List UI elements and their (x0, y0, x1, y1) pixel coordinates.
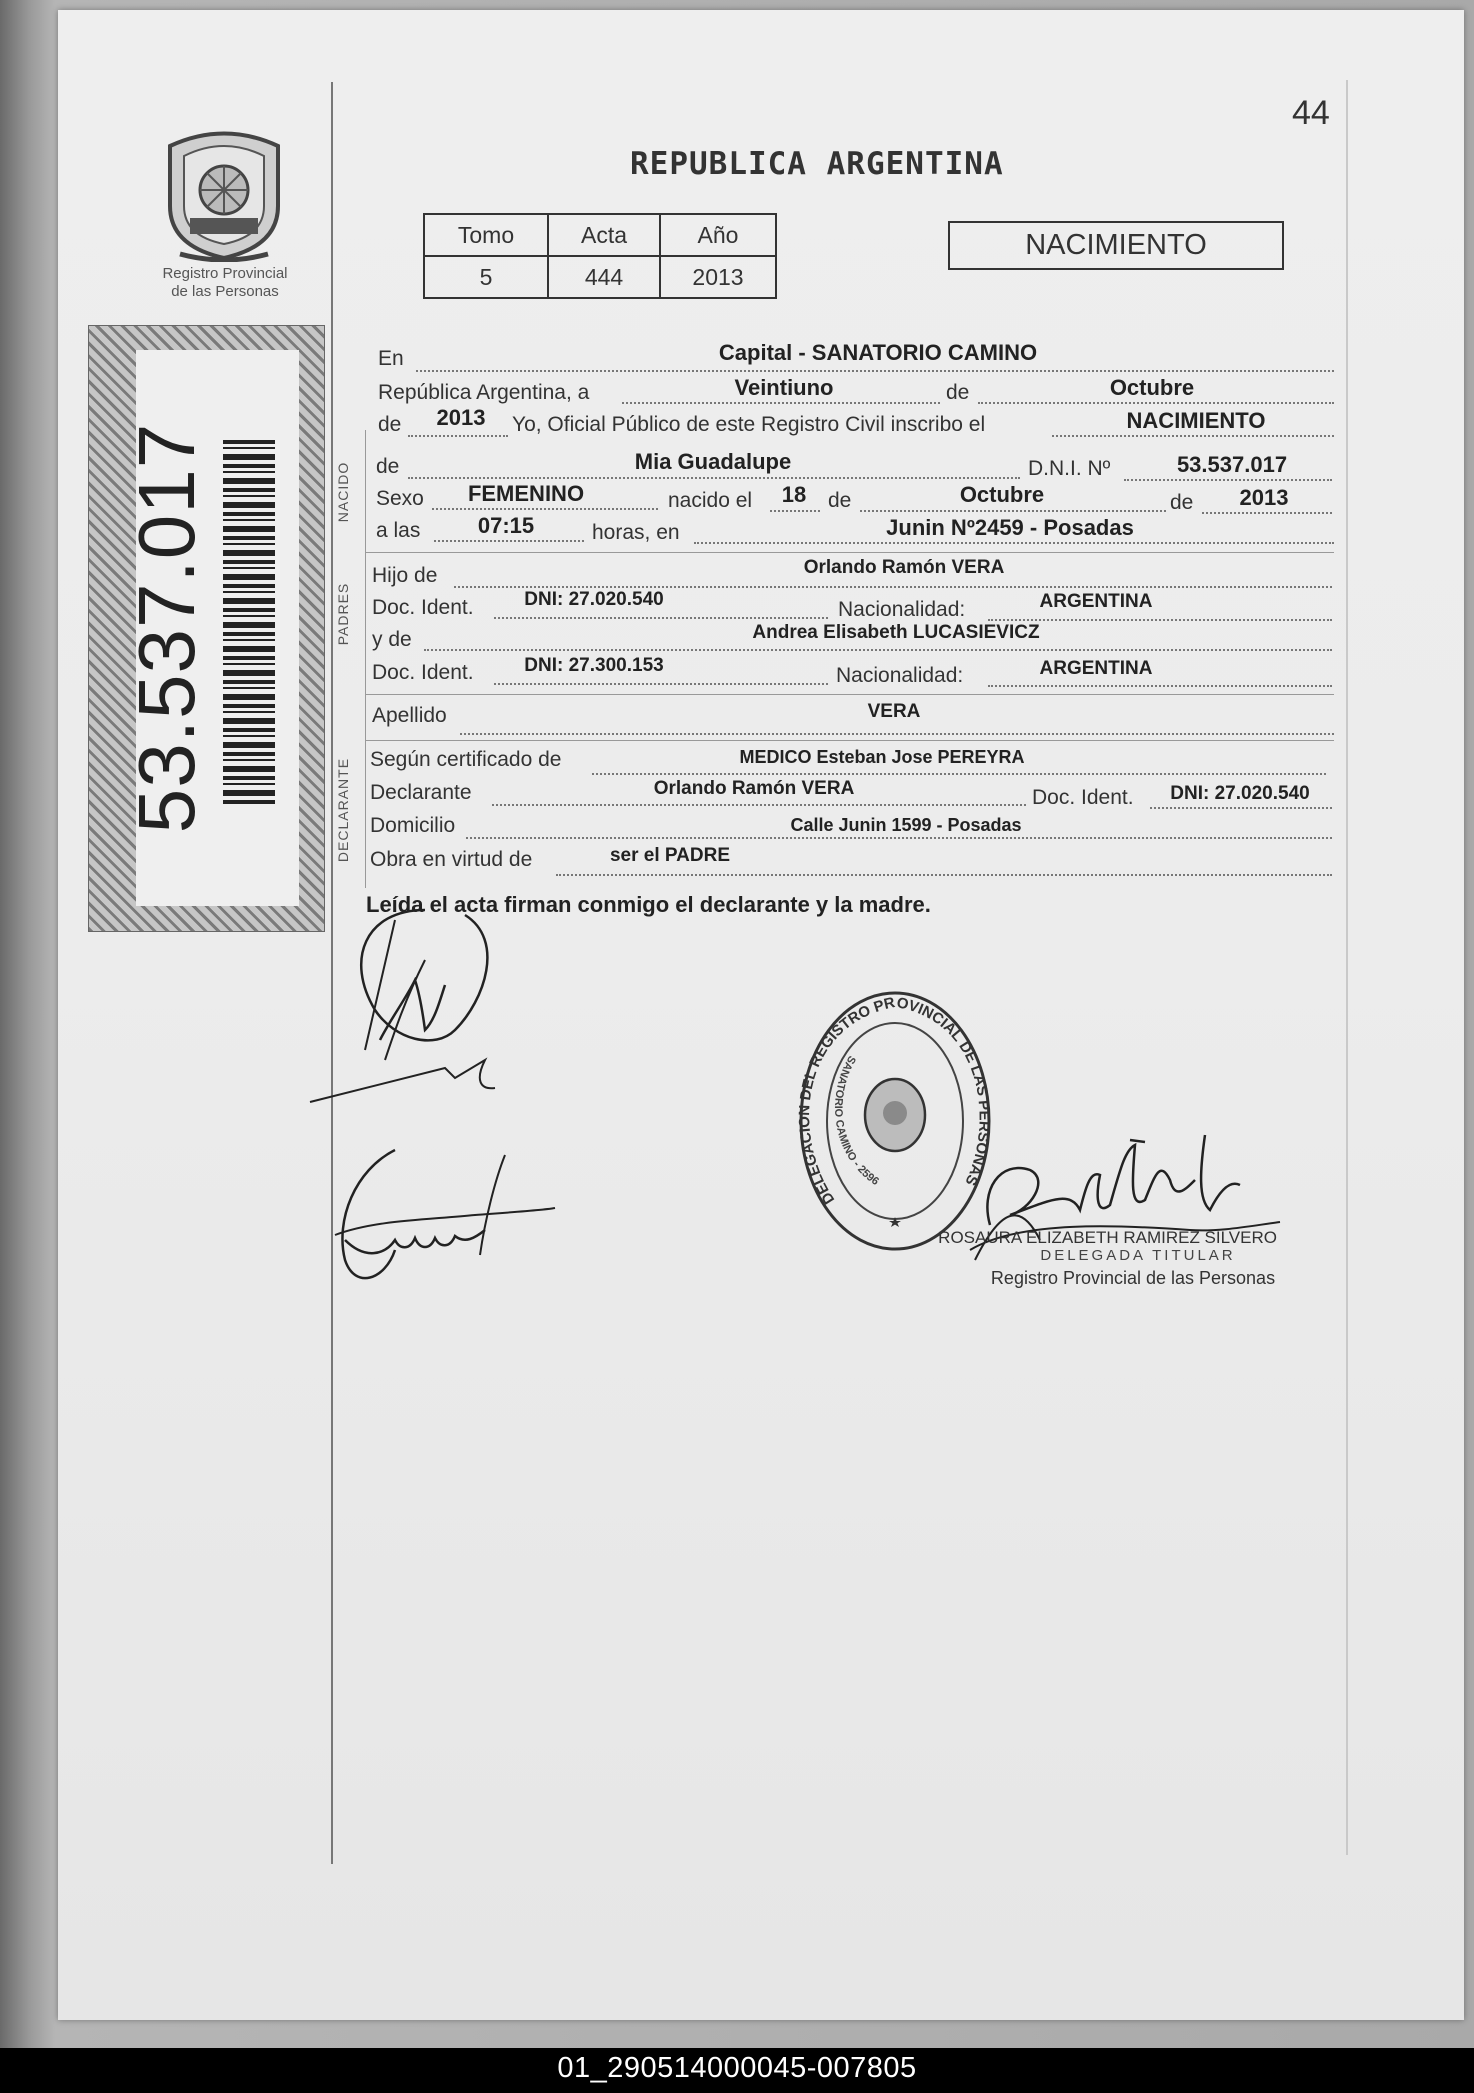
provincial-coat-of-arms-logo (160, 126, 288, 262)
father-name: Orlando Ramón VERA (803, 557, 1005, 578)
father-dni: DNI: 27.020.540 (524, 589, 664, 610)
birth-year: 2013 (1239, 485, 1289, 510)
birth-place: Junin Nº2459 - Posadas (886, 515, 1134, 540)
act-type-box: NACIMIENTO (948, 221, 1284, 270)
registration-day: Veintiuno (734, 375, 834, 400)
dotted-line (1150, 807, 1332, 809)
birth-time: 07:15 (477, 513, 535, 538)
registration-month: Octubre (1109, 375, 1195, 400)
dni-label: D.N.I. Nº (1028, 457, 1111, 480)
child-name: Mia Guadalupe (634, 449, 792, 474)
birth-month: Octubre (959, 482, 1045, 507)
mother-nationality: ARGENTINA (1039, 658, 1153, 679)
dotted-line (424, 649, 1332, 651)
registration-place: Capital - SANATORIO CAMINO (718, 340, 1038, 365)
de-label: de (946, 381, 970, 404)
dotted-line (988, 619, 1332, 621)
table-value-tomo: 5 (424, 256, 548, 298)
dotted-line (434, 540, 584, 542)
dotted-line (988, 685, 1332, 687)
dotted-line (860, 510, 1166, 512)
section-label-born: NACIDO (335, 461, 351, 523)
dotted-line (622, 402, 940, 404)
declarant-capacity: ser el PADRE (609, 845, 731, 866)
dotted-line (494, 617, 828, 619)
dotted-line (494, 683, 828, 685)
dotted-line (492, 804, 1026, 806)
declarant-name: Orlando Ramón VERA (653, 778, 855, 799)
sex-label: Sexo (376, 487, 424, 510)
country-title: REPUBLICA ARGENTINA (630, 146, 1004, 182)
seal-inner-text: SANATORIO CAMINO - 2596 (831, 1053, 881, 1188)
declarant-signature (305, 900, 525, 1110)
surname-label: Apellido (372, 704, 447, 727)
birth-de2-label: de (1170, 491, 1194, 514)
dotted-line (454, 586, 1332, 588)
registrar-name: ROSAURA ELIZABETH RAMIREZ SILVERO (938, 1228, 1277, 1247)
dotted-line (1052, 435, 1334, 437)
place-label: En (378, 347, 404, 370)
capacity-label: Obra en virtud de (370, 848, 533, 871)
registrar-title: DELEGADA TITULAR (1040, 1247, 1236, 1264)
birth-de-label: de (828, 489, 852, 512)
declarant-label: Declarante (370, 781, 472, 804)
statement-text: Yo, Oficial Público de este Registro Civil inscribo el (512, 413, 986, 436)
section-label-declarant: DECLARANTE (335, 757, 351, 863)
dotted-line (408, 477, 1020, 479)
mother-dni: DNI: 27.300.153 (524, 655, 664, 676)
dotted-line (1202, 512, 1332, 514)
father-nationality: ARGENTINA (1039, 591, 1153, 612)
father-doc-label: Doc. Ident. (372, 596, 474, 619)
name-label: de (376, 455, 400, 478)
mother-doc-label: Doc. Ident. (372, 661, 474, 684)
table-header-acta: Acta (548, 214, 660, 256)
closing-statement: Leída el acta firman conmigo el declarante y la madre. (366, 892, 931, 917)
table-value-acta: 444 (548, 256, 660, 298)
certificate-label: Según certificado de (370, 748, 562, 771)
right-margin-line (1346, 80, 1348, 1855)
document-sheet (58, 10, 1464, 2020)
seal-outer-text: DELEGACION DEL REGISTRO PROVINCIAL DE LAS PERSONAS (796, 994, 993, 1208)
child-dni: 53.537.017 (1176, 452, 1288, 477)
dotted-line (770, 510, 820, 512)
dni-vertical-number: 53.537.017 (122, 422, 211, 834)
barcode (223, 440, 275, 805)
republic-label: República Argentina, a (378, 381, 590, 404)
child-sex: FEMENINO (467, 481, 585, 506)
year-prefix-label: de (378, 413, 402, 436)
child-of-label: Hijo de (372, 564, 438, 587)
dotted-line (416, 370, 1334, 372)
declarant-address: Calle Junin 1599 - Posadas (790, 815, 1022, 835)
dotted-line (592, 773, 1326, 775)
dotted-line (466, 837, 1332, 839)
registration-year: 2013 (436, 405, 486, 430)
address-label: Domicilio (370, 814, 456, 837)
registrar-organization: Registro Provincial de las Personas (990, 1268, 1276, 1288)
mother-name: Andrea Elisabeth LUCASIEVICZ (752, 622, 1040, 643)
birth-day: 18 (781, 482, 807, 507)
registration-type: NACIMIENTO (1126, 408, 1266, 433)
declarant-doc-label: Doc. Ident. (1032, 786, 1134, 809)
section-label-parents: PADRES (335, 582, 351, 646)
mother-nationality-label: Nacionalidad: (836, 664, 964, 687)
dotted-line (408, 435, 508, 437)
volume-act-year-table (423, 213, 777, 299)
dotted-line (556, 874, 1332, 876)
table-header-tomo: Tomo (424, 214, 548, 256)
section-rule (366, 552, 1334, 553)
surname: VERA (867, 701, 921, 722)
certificate-source: MEDICO Esteban Jose PEREYRA (739, 747, 1025, 767)
dotted-line (432, 508, 658, 510)
dotted-line (978, 402, 1334, 404)
section-rule (366, 694, 1334, 695)
registry-caption: Registro Provincial de las Personas (162, 265, 288, 300)
dotted-line (694, 542, 1334, 544)
dotted-line (1124, 479, 1332, 481)
father-nationality-label: Nacionalidad: (838, 598, 966, 621)
dotted-line (460, 733, 1334, 735)
table-header-ano: Año (660, 214, 776, 256)
scan-filename: 01_290514000045-007805 (557, 2052, 917, 2084)
born-label: nacido el (668, 489, 753, 512)
section-divider-line (365, 430, 366, 888)
mother-signature (315, 1140, 560, 1300)
table-value-ano: 2013 (660, 256, 776, 298)
hours-label: horas, en (592, 521, 680, 544)
section-rule (366, 740, 1334, 741)
declarant-dni: DNI: 27.020.540 (1170, 783, 1310, 804)
and-of-label: y de (372, 628, 412, 651)
page-number: 44 (1292, 94, 1330, 132)
time-label: a las (376, 519, 421, 542)
